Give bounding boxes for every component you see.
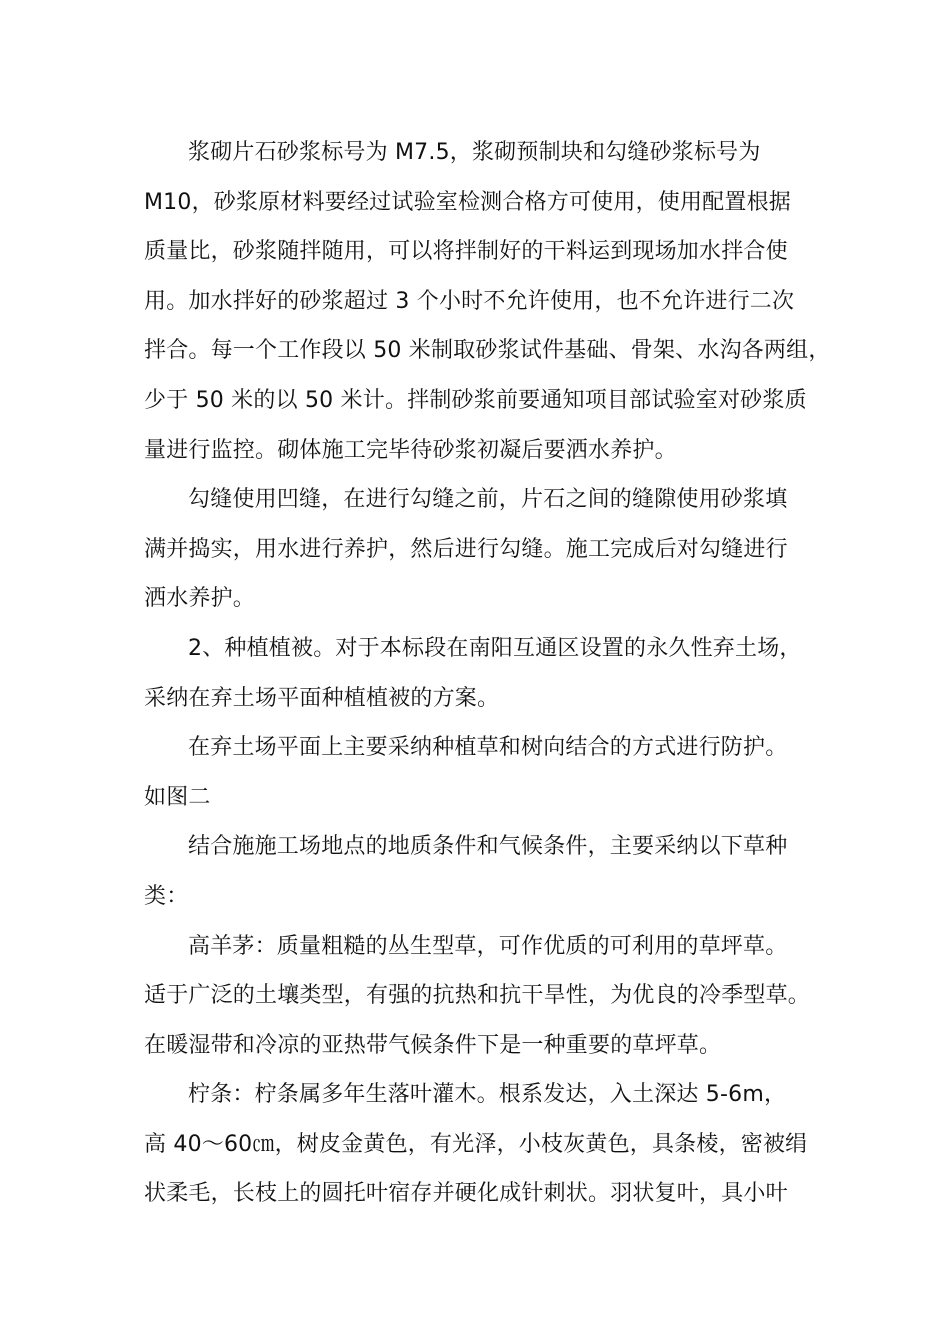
paragraph-5-line-2: 类： (144, 883, 189, 909)
paragraph-6-line-3: 在暖湿带和冷凉的亚热带气候条件下是一种重要的草坪草。 (144, 1032, 722, 1058)
paragraph-1-line-6: 少于 50 米的以 50 米计。拌制砂浆前要通知项目部试验室对砂浆质 (144, 387, 807, 413)
paragraph-2-line-1: 勾缝使用凹缝，在进行勾缝之前，片石之间的缝隙使用砂浆填 (188, 487, 788, 513)
paragraph-1-line-2: M10，砂浆原材料要经过试验室检测合格方可使用，使用配置根据 (144, 189, 791, 215)
paragraph-4-line-1: 在弃土场平面上主要采纳种植草和树向结合的方式进行防护。 (188, 735, 788, 761)
paragraph-1-line-7: 量进行监控。砌体施工完毕待砂浆初凝后要洒水养护。 (144, 437, 677, 463)
paragraph-7-line-1: 柠条：柠条属多年生落叶灌木。根系发达，入土深达 5-6m， (188, 1082, 787, 1108)
paragraph-2-line-3: 洒水养护。 (144, 586, 256, 612)
paragraph-1-line-1: 浆砌片石砂浆标号为 M7.5，浆砌预制块和勾缝砂浆标号为 (188, 140, 761, 165)
paragraph-1-line-4: 用。加水拌好的砂浆超过 3 个小时不允许使用，也不允许进行二次 (144, 288, 795, 314)
paragraph-1-line-5: 拌合。每一个工作段以 50 米制取砂浆试件基础、骨架、水沟各两组， (144, 338, 831, 364)
paragraph-1-line-3: 质量比，砂浆随拌随用，可以将拌制好的干料运到现场加水拌合使 (144, 239, 788, 265)
paragraph-5-line-1: 结合施施工场地点的地质条件和气候条件，主要采纳以下草种 (188, 834, 788, 860)
paragraph-6-line-2: 适于广泛的土壤类型，有强的抗热和抗干旱性，为优良的冷季型草。 (144, 983, 811, 1009)
paragraph-2-line-2: 满并捣实，用水进行养护，然后进行勾缝。施工完成后对勾缝进行 (144, 536, 788, 562)
paragraph-3-line-2: 采纳在弃土场平面种植植被的方案。 (144, 685, 500, 711)
paragraph-7-line-2: 高 40～60㎝，树皮金黄色，有光泽，小枝灰黄色，具条棱，密被绢 (144, 1131, 808, 1157)
paragraph-7-line-3: 状柔毛，长枝上的圆托叶宿存并硬化成针刺状。羽状复叶，具小叶 (144, 1181, 788, 1207)
paragraph-4-line-2: 如图二 (144, 784, 211, 810)
paragraph-6-line-1: 高羊茅：质量粗糙的丛生型草，可作优质的可利用的草坪草。 (188, 933, 788, 959)
document-body (144, 128, 831, 1219)
paragraph-3-line-1: 2、种植植被。对于本标段在南阳互通区设置的永久性弃土场， (188, 635, 802, 661)
